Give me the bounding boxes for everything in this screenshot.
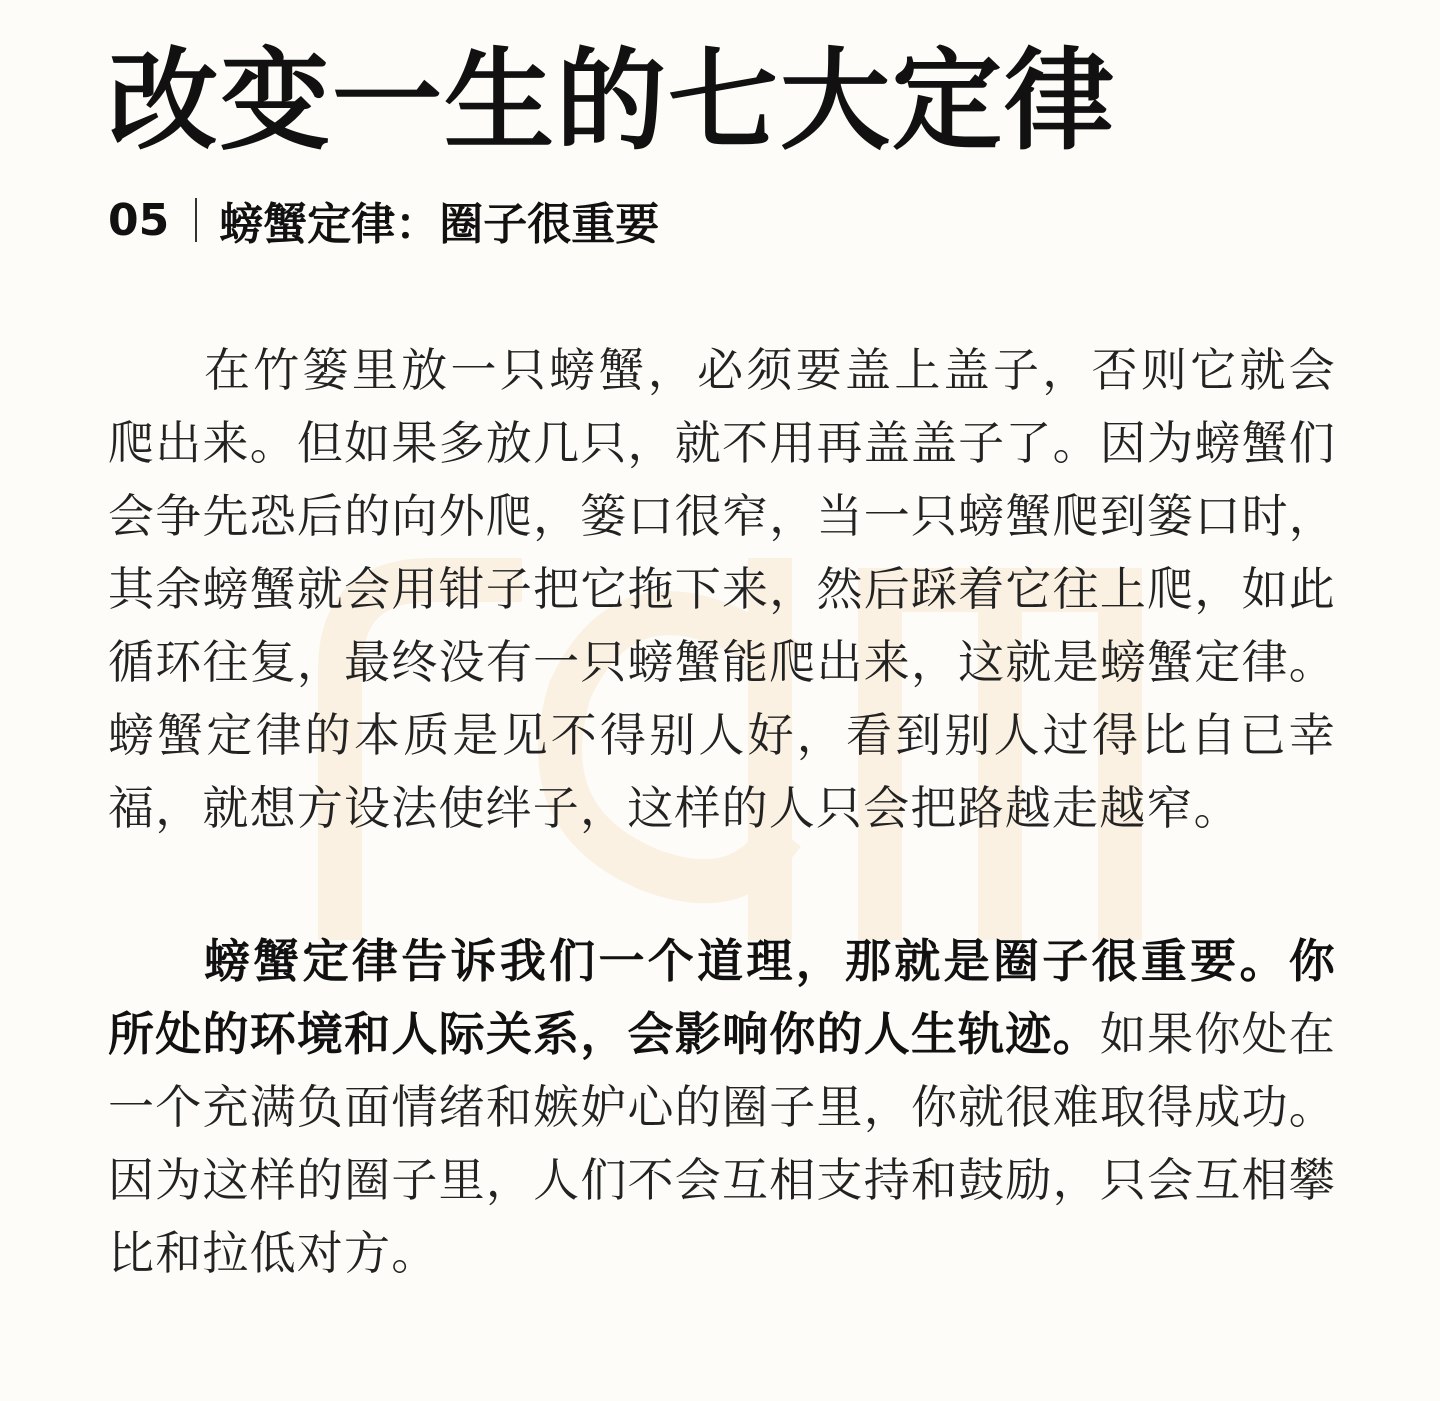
section-divider xyxy=(195,198,197,242)
paragraph-1: 在竹篓里放一只螃蟹，必须要盖上盖子，否则它就会爬出来。但如果多放几只，就不用再盖盖子了。因为螃蟹们会争先恐后的向外爬，篓口很窄，当一只螃蟹爬到篓口时，其余螃蟹就会用钳子把它拖下来，然后踩着它往上爬，如此循环往复，最终没有一只螃蟹能爬出来，这就是螃蟹定律。螃蟹定律的本质是见不得别人好，看到别人过得比自已幸福，就想方设法使绊子，这样的人只会把路越走越窄。 xyxy=(108,343,1336,835)
section-title: 螃蟹定律：圈子很重要 xyxy=(219,199,660,250)
section-heading xyxy=(108,192,659,248)
paragraph-2 xyxy=(108,925,1336,1290)
section-number: 05 xyxy=(108,194,170,246)
paragraph-2-emphasis: 螃蟹定律告诉我们一个道理，那就是圈子很重要。你所处的环境和人际关系，会影响你的人生轨迹。 xyxy=(108,934,1336,1061)
page-title: 改变一生的七大定律 xyxy=(108,37,1116,165)
paragraph-2-body: 如果你处在一个充满负面情绪和嫉妒心的圈子里，你就很难取得成功。因为这样的圈子里，人们不会互相支持和鼓励，只会互相攀比和拉低对方。 xyxy=(108,1007,1337,1280)
